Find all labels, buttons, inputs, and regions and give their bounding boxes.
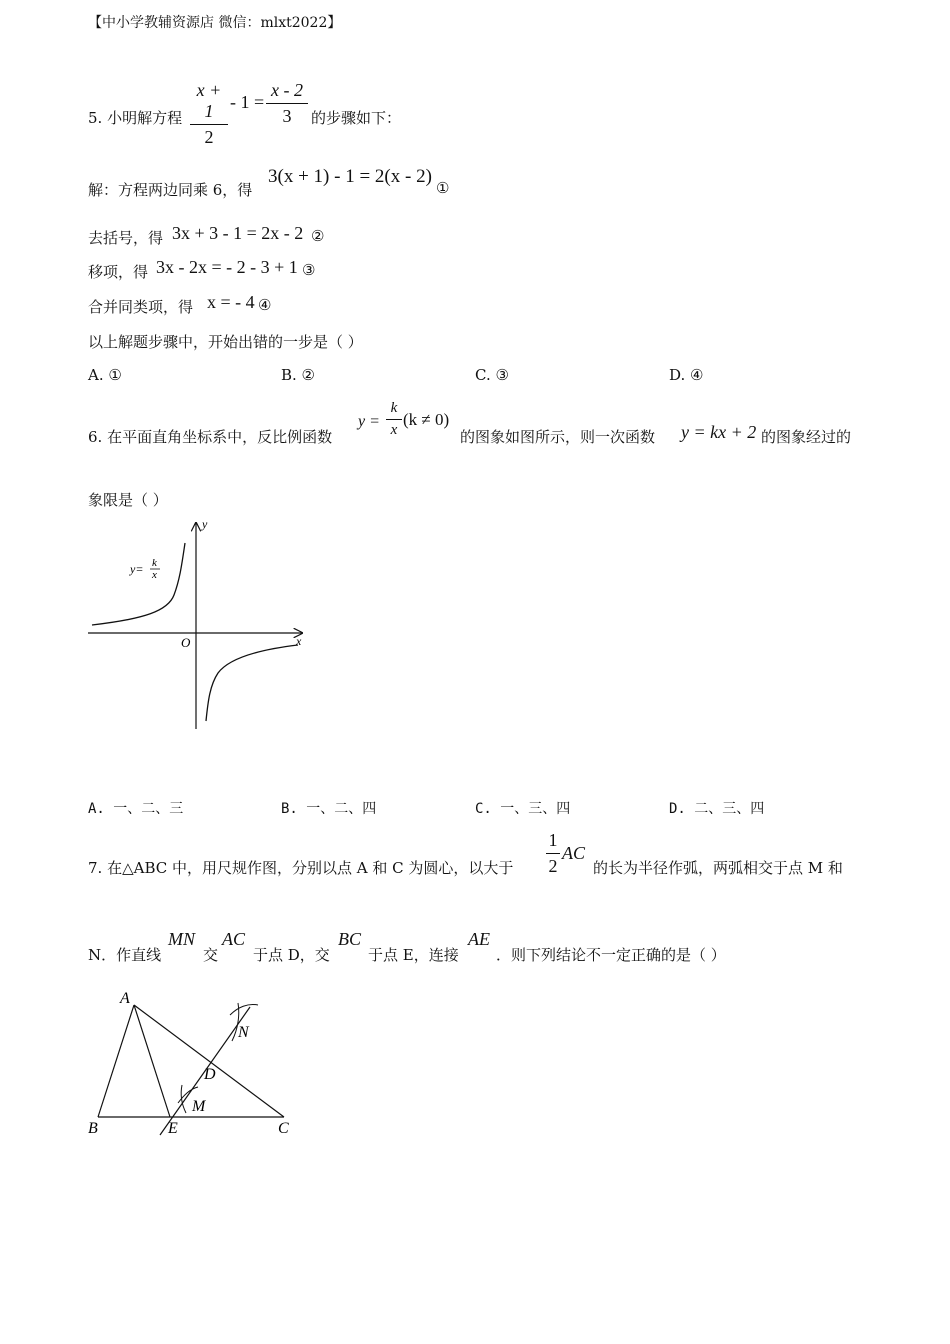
q5-step2-prefix: 去括号，得 — [88, 229, 164, 247]
arc-n-1 — [230, 1004, 258, 1015]
q7-line2-d: 于点 E，连接 — [368, 946, 459, 964]
q6-stem-mid: 的图象如图所示，则一次函数 — [460, 428, 656, 446]
q7-half-den: 2 — [548, 856, 558, 876]
q5-step3-mark: ③ — [302, 261, 316, 279]
label-e: E — [168, 1120, 178, 1137]
q6-line2: 象限是（ ） — [88, 491, 168, 509]
q6-func-cond: (k ≠ 0) — [403, 410, 450, 429]
q5-step1-prefix: 解：方程两边同乘 6，得 — [88, 181, 253, 199]
segment-ab — [98, 1005, 134, 1117]
q5-step2-math: 3x + 3 - 1 = 2x - 2 — [172, 223, 304, 243]
label-n: N — [238, 1024, 249, 1041]
q5-frac1-num: x + 1 — [196, 80, 222, 121]
label-a: A — [120, 990, 130, 1007]
label-b: B — [88, 1120, 98, 1137]
label-m: M — [192, 1098, 206, 1115]
segment-ac — [134, 1005, 284, 1117]
q5-step4-mark: ④ — [258, 296, 272, 314]
q5-option-c[interactable]: C. ③ — [475, 366, 509, 384]
graph-curve-label-den: x — [152, 569, 157, 581]
q7-half-num: 1 — [548, 830, 558, 850]
q5-question: 以上解题步骤中，开始出错的一步是（ ） — [88, 333, 363, 351]
q7-line2-e: ．则下列结论不一定正确的是（ ） — [496, 946, 726, 964]
q5-option-b[interactable]: B. ② — [281, 366, 316, 384]
q5-frac2-den: 3 — [282, 106, 292, 126]
graph-label-x: x — [296, 634, 302, 648]
q6-func-num: k — [390, 400, 398, 416]
q5-fraction-1 — [190, 80, 228, 148]
graph-label-y: y — [202, 517, 208, 531]
q6-option-d[interactable]: D. 二、三、四 — [669, 801, 765, 817]
q7-line2-b: 交 — [203, 946, 219, 964]
q5-step4-math: x = - 4 — [207, 292, 255, 312]
graph-curve-label-num: k — [152, 557, 157, 569]
q5-stem-prefix: 5. 小明解方程 — [88, 109, 183, 127]
q7-line2-c: 于点 D，交 — [253, 946, 330, 964]
q5-option-d[interactable]: D. ④ — [669, 366, 704, 384]
q7-mn: MN — [168, 929, 195, 949]
q5-fraction-2 — [266, 80, 308, 127]
q5-frac2-num: x - 2 — [271, 80, 303, 100]
q5-stem-suffix: 的步骤如下： — [311, 109, 402, 127]
q6-func-den: x — [390, 422, 398, 438]
q5-step4-prefix: 合并同类项，得 — [88, 298, 194, 316]
q7-half-fraction — [546, 830, 560, 877]
q7-stem-prefix: 7. 在△ABC 中，用尺规作图，分别以点 A 和 C 为圆心，以大于 — [88, 859, 514, 877]
q5-option-a[interactable]: A. ① — [88, 366, 122, 384]
q7-half-ac: AC — [562, 843, 586, 863]
q6-option-a[interactable]: A. 一、二、三 — [88, 801, 184, 817]
q6-stem-suffix: 的图象经过的 — [761, 428, 852, 446]
q5-step2-mark: ② — [311, 227, 325, 245]
q7-line2-a: N．作直线 — [88, 946, 162, 964]
q7-ac: AC — [222, 929, 246, 949]
q7-ae: AE — [468, 929, 490, 949]
q6-func-fraction — [386, 400, 402, 439]
q6-option-c[interactable]: C. 一、三、四 — [475, 801, 571, 817]
q5-step3-math: 3x - 2x = - 2 - 3 + 1 — [156, 257, 298, 277]
q6-func-y: y = — [358, 413, 380, 430]
segment-ae — [134, 1005, 170, 1117]
graph-label-origin: O — [181, 635, 191, 650]
graph-curve-label-y: y= — [130, 562, 144, 576]
q5-mid: - 1 = — [230, 92, 265, 112]
q5-frac1-den: 2 — [204, 127, 214, 147]
q6-graph — [84, 515, 314, 735]
q6-option-b[interactable]: B. 一、二、四 — [281, 801, 377, 817]
q7-stem-suffix: 的长为半径作弧，两弧相交于点 M 和 — [593, 859, 843, 877]
label-c: C — [278, 1120, 289, 1137]
q5-step1-math: 3(x + 1) - 1 = 2(x - 2) — [268, 166, 432, 187]
q7-figure — [82, 985, 322, 1145]
hyperbola-branch-lower — [206, 645, 298, 721]
label-d: D — [204, 1066, 216, 1083]
q5-step1-mark: ① — [436, 179, 450, 197]
q6-linear: y = kx + 2 — [681, 422, 757, 442]
q7-bc: BC — [338, 929, 362, 949]
q5-step3-prefix: 移项，得 — [88, 263, 149, 281]
hyperbola-branch-upper — [92, 543, 185, 625]
header-watermark: 【中小学教辅资源店 微信：mlxt2022】 — [88, 15, 342, 31]
q6-stem-prefix: 6. 在平面直角坐标系中，反比例函数 — [88, 428, 333, 446]
